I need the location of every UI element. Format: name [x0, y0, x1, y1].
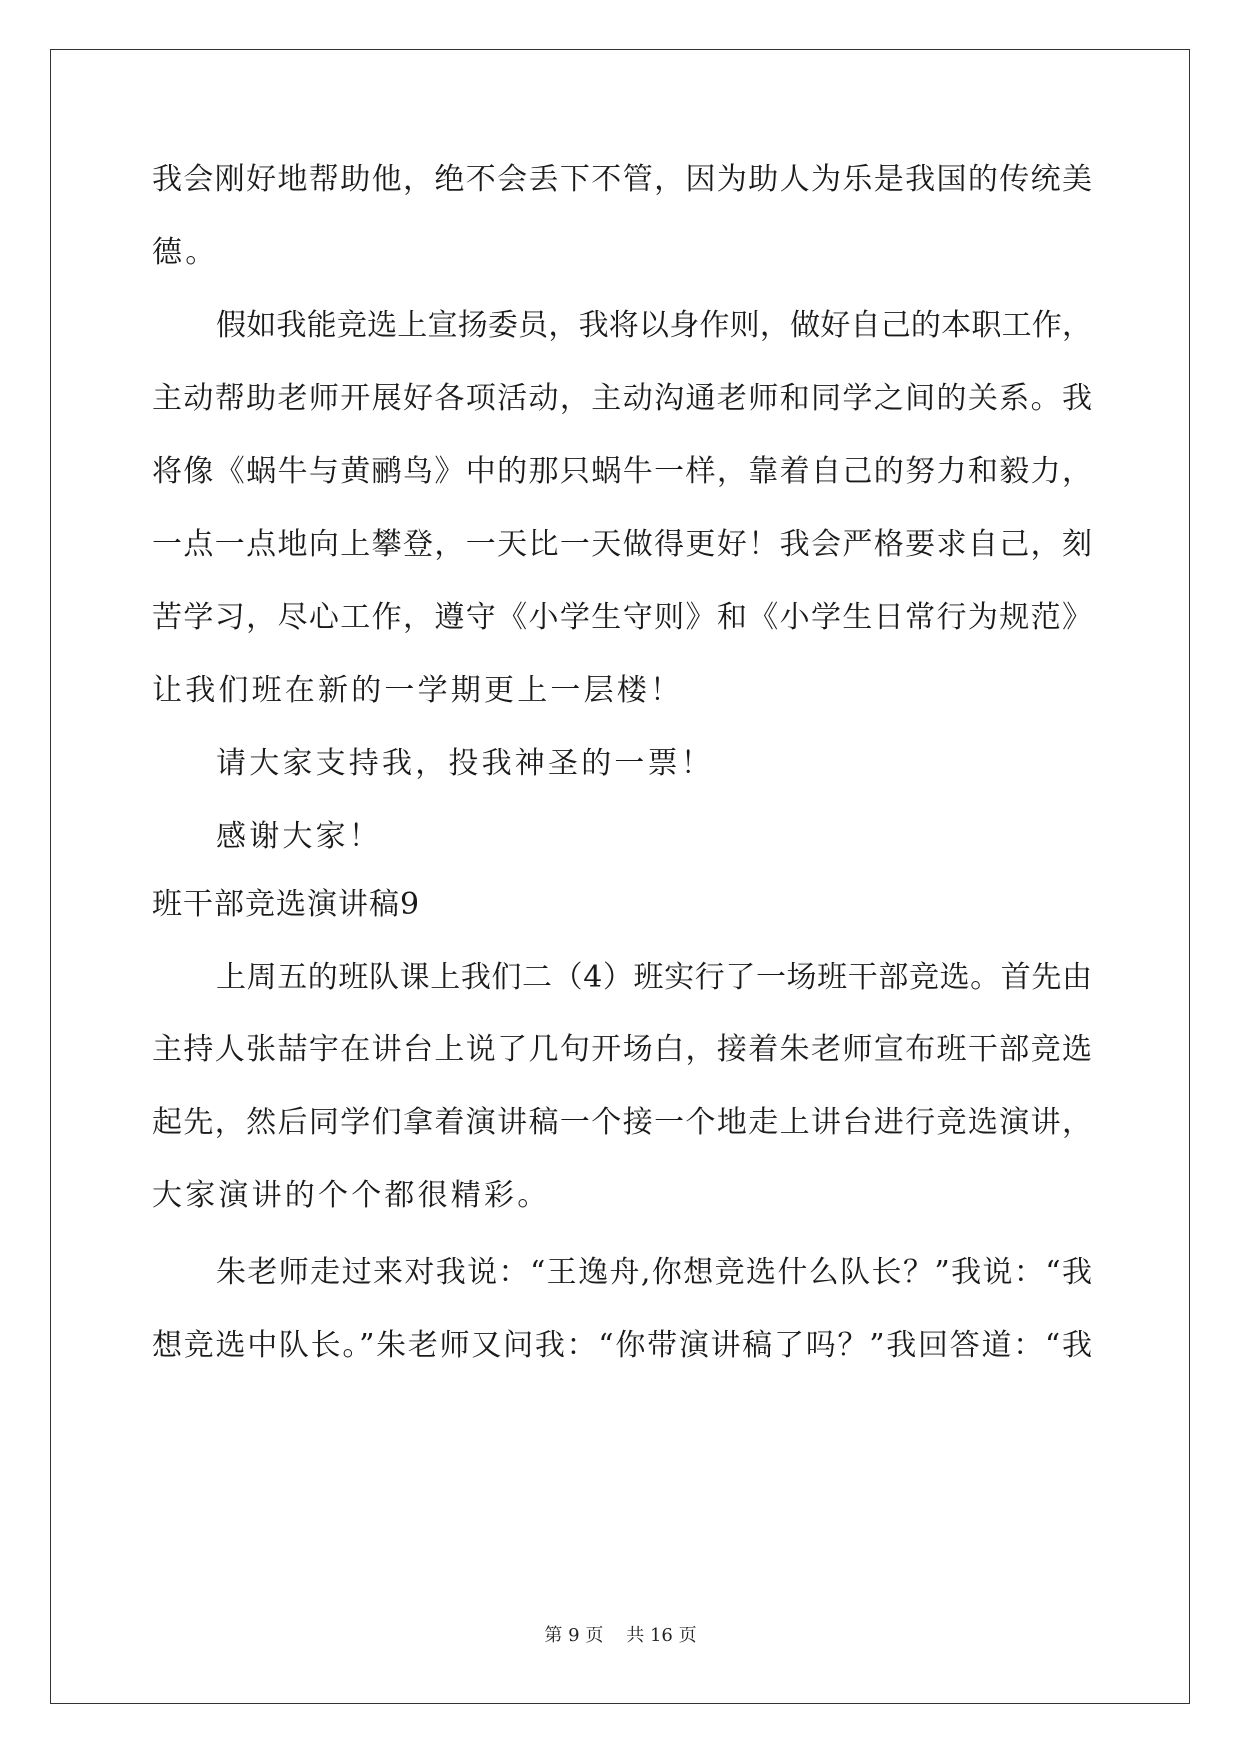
paragraph-line: 德。	[152, 235, 219, 270]
page-border	[50, 49, 1190, 1704]
page-footer	[0, 1624, 1241, 1648]
paragraph-line: 感谢大家！	[216, 819, 382, 854]
paragraph-line: 大家演讲的个个都很精彩。	[152, 1178, 551, 1213]
paragraph-line: 请大家支持我，投我神圣的一票！	[216, 746, 714, 781]
paragraph-line: 上周五的班队课上我们二（4）班实行了一场班干部竞选。首先由	[216, 960, 1092, 995]
paragraph-line: 朱老师走过来对我说：“王逸舟,你想竞选什么队长？”我说：“我	[216, 1255, 1092, 1290]
paragraph-line: 苦学习，尽心工作，遵守《小学生守则》和《小学生日常行为规范》	[152, 600, 1092, 635]
paragraph-line: 假如我能竞选上宣扬委员，我将以身作则，做好自己的本职工作，	[216, 308, 1092, 343]
section-heading: 班干部竞选演讲稿9	[152, 887, 421, 922]
page-number: 第 9 页	[544, 1625, 604, 1646]
paragraph-line: 主动帮助老师开展好各项活动，主动沟通老师和同学之间的关系。我	[152, 381, 1092, 416]
page-total: 共 16 页	[626, 1625, 697, 1646]
paragraph-line: 一点一点地向上攀登，一天比一天做得更好！我会严格要求自己，刻	[152, 527, 1092, 562]
paragraph-line: 我会刚好地帮助他，绝不会丢下不管，因为助人为乐是我国的传统美	[152, 162, 1092, 197]
paragraph-line: 起先，然后同学们拿着演讲稿一个接一个地走上讲台进行竞选演讲，	[152, 1105, 1092, 1140]
paragraph-line: 让我们班在新的一学期更上一层楼！	[152, 673, 684, 708]
paragraph-line: 主持人张喆宇在讲台上说了几句开场白，接着朱老师宣布班干部竞选	[152, 1032, 1092, 1067]
paragraph-line: 将像《蜗牛与黄鹂鸟》中的那只蜗牛一样，靠着自己的努力和毅力，	[152, 454, 1092, 489]
paragraph-line: 想竞选中队长。”朱老师又问我：“你带演讲稿了吗？”我回答道：“我	[152, 1328, 1092, 1363]
